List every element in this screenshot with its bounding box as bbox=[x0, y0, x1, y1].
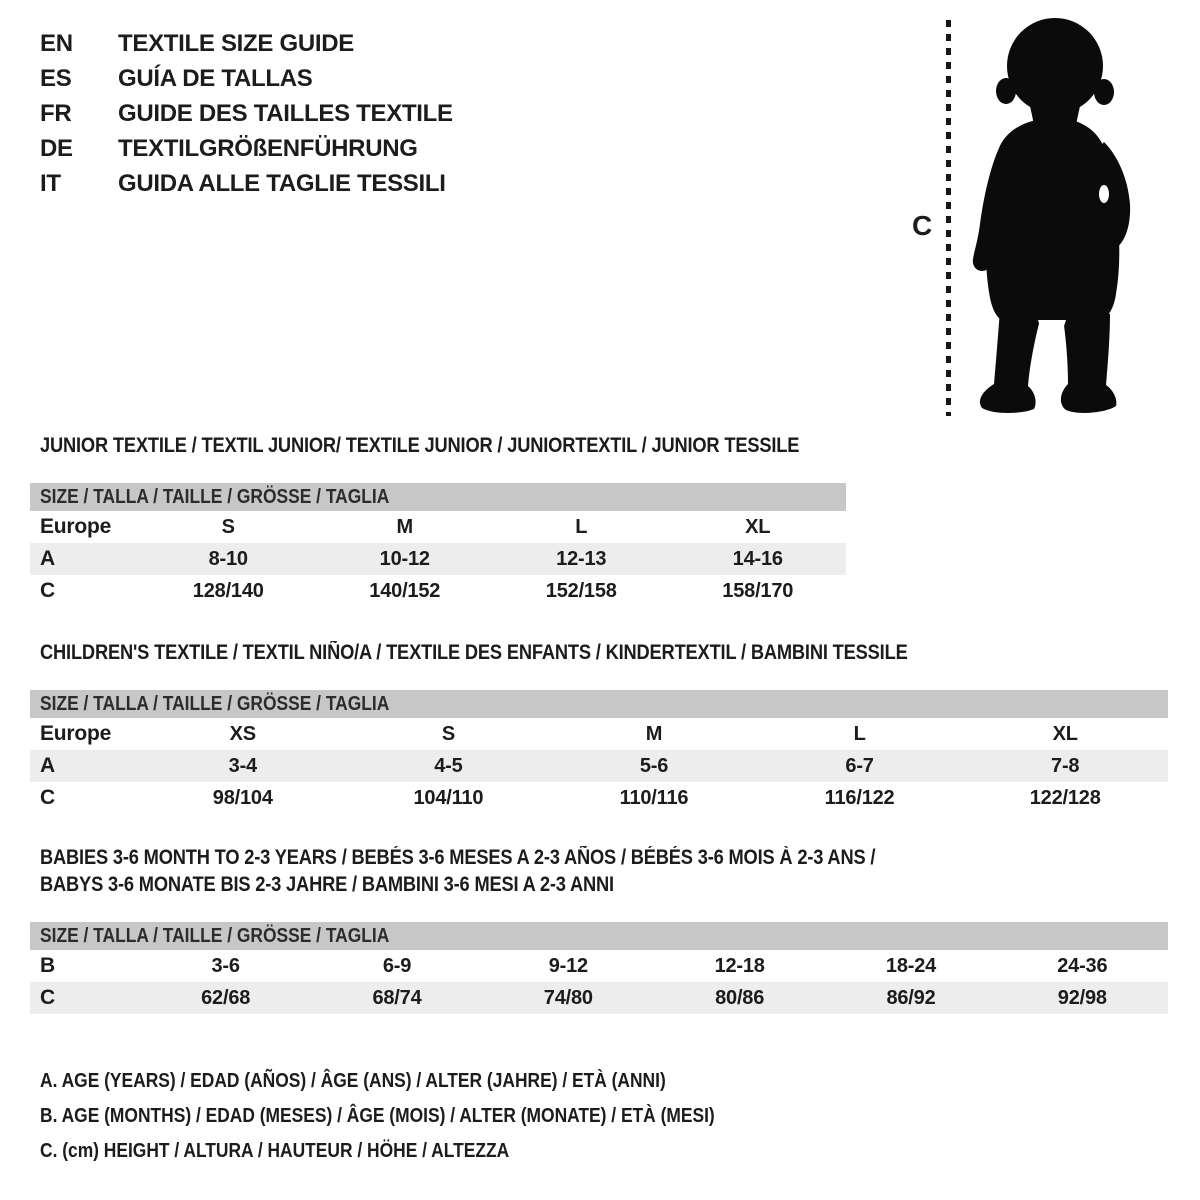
value-cell: 140/152 bbox=[369, 579, 441, 602]
table-row bbox=[30, 543, 846, 575]
value-cell: 18-24 bbox=[885, 954, 937, 977]
value-cell: 10-12 bbox=[379, 547, 430, 570]
value-cell: 6-7 bbox=[845, 754, 874, 777]
value-cell: L bbox=[575, 515, 588, 538]
table-header-bar: SIZE / TALLA / TAILLE / GRÖSSE / TAGLIA bbox=[30, 483, 846, 511]
table-row bbox=[30, 511, 846, 543]
value-cell: 4-5 bbox=[434, 754, 463, 777]
language-list bbox=[40, 26, 453, 201]
table-row bbox=[30, 982, 1168, 1014]
row-label-cell: C bbox=[40, 786, 55, 809]
height-measure-label: C bbox=[912, 210, 933, 241]
value-cell: 9-12 bbox=[548, 954, 588, 977]
legend bbox=[40, 1064, 816, 1169]
value-cell: 98/104 bbox=[212, 786, 273, 809]
value-cell: 24-36 bbox=[1057, 954, 1108, 977]
row-label-cell: A bbox=[40, 547, 55, 570]
language-label: GUÍA DE TALLAS bbox=[118, 65, 313, 92]
value-cell: 128/140 bbox=[192, 579, 264, 602]
value-cell: 7-8 bbox=[1051, 754, 1080, 777]
value-cell: 110/116 bbox=[619, 786, 689, 809]
language-label: GUIDA ALLE TAGLIE TESSILI bbox=[118, 170, 446, 197]
value-cell: M bbox=[396, 515, 413, 538]
toddler-silhouette-icon bbox=[958, 14, 1148, 419]
value-cell: L bbox=[853, 722, 866, 745]
size-table bbox=[30, 950, 1168, 1014]
language-label: TEXTILGRÖßENFÜHRUNG bbox=[118, 135, 418, 162]
row-label-cell: Europe bbox=[40, 722, 112, 745]
value-cell: XL bbox=[745, 515, 771, 538]
value-cell: 122/128 bbox=[1029, 786, 1101, 809]
value-cell: 92/98 bbox=[1057, 986, 1107, 1009]
value-cell: 152/158 bbox=[545, 579, 617, 602]
value-cell: 5-6 bbox=[639, 754, 669, 777]
table-row bbox=[30, 782, 1168, 814]
section-title: BABIES 3-6 MONTH TO 2-3 YEARS / BEBÉS 3-6 MESES A 2-3 AÑOS / BÉBÉS 3-6 MOIS À 2-3 ANS / BABYS 3-6 MONATE BIS 2-3 JAHRE / BAMBINI 3-6 MESI A 2-3 ANNI bbox=[40, 846, 876, 896]
value-cell: 14-16 bbox=[732, 547, 783, 570]
size-section-babies bbox=[30, 838, 1168, 1014]
value-cell: XS bbox=[229, 722, 256, 745]
value-cell: S bbox=[221, 515, 235, 538]
value-cell: 6-9 bbox=[382, 954, 412, 977]
value-cell: 68/74 bbox=[372, 986, 422, 1009]
language-code: ES bbox=[40, 65, 72, 92]
legend-line: C. (cm) HEIGHT / ALTURA / HAUTEUR / HÖHE / ALTEZZA bbox=[40, 1140, 510, 1162]
table-row bbox=[30, 718, 1168, 750]
size-table bbox=[30, 718, 1168, 814]
value-cell: S bbox=[441, 722, 455, 745]
value-cell: 3-6 bbox=[211, 954, 240, 977]
value-cell: 104/110 bbox=[413, 786, 484, 809]
value-cell: 3-4 bbox=[228, 754, 257, 777]
height-figure bbox=[900, 0, 1160, 432]
language-label: TEXTILE SIZE GUIDE bbox=[118, 30, 354, 57]
row-label-cell: C bbox=[40, 579, 55, 602]
size-table bbox=[30, 511, 846, 607]
legend-line: B. AGE (MONTHS) / EDAD (MESES) / ÂGE (MOIS) / ALTER (MONATE) / ETÀ (MESI) bbox=[40, 1105, 715, 1127]
table-header-bar: SIZE / TALLA / TAILLE / GRÖSSE / TAGLIA bbox=[30, 922, 1168, 950]
value-cell: 12-13 bbox=[556, 547, 607, 570]
table-row bbox=[30, 950, 1168, 982]
size-section-children bbox=[30, 633, 1168, 814]
section-title: JUNIOR TEXTILE / TEXTIL JUNIOR/ TEXTILE JUNIOR / JUNIORTEXTIL / JUNIOR TESSILE bbox=[40, 434, 800, 457]
value-cell: 12-18 bbox=[714, 954, 765, 977]
language-label: GUIDE DES TAILLES TEXTILE bbox=[118, 100, 453, 127]
value-cell: 74/80 bbox=[543, 986, 593, 1009]
value-cell: 80/86 bbox=[715, 986, 765, 1009]
row-label-cell: A bbox=[40, 754, 55, 777]
size-section-junior bbox=[30, 426, 846, 607]
value-cell: 62/68 bbox=[201, 986, 251, 1009]
value-cell: XL bbox=[1052, 722, 1078, 745]
table-header-bar: SIZE / TALLA / TAILLE / GRÖSSE / TAGLIA bbox=[30, 690, 1168, 718]
table-row bbox=[30, 750, 1168, 782]
table-row bbox=[30, 575, 846, 607]
language-code: FR bbox=[40, 100, 72, 127]
height-measure-line bbox=[946, 20, 951, 416]
value-cell: M bbox=[645, 722, 663, 745]
value-cell: 116/122 bbox=[824, 786, 895, 809]
row-label-cell: B bbox=[40, 954, 55, 977]
language-code: DE bbox=[40, 135, 73, 162]
value-cell: 8-10 bbox=[208, 547, 248, 570]
section-title: CHILDREN'S TEXTILE / TEXTIL NIÑO/A / TEXTILE DES ENFANTS / KINDERTEXTIL / BAMBINI TESSILE bbox=[40, 641, 908, 664]
language-code: IT bbox=[40, 170, 61, 197]
legend-line: A. AGE (YEARS) / EDAD (AÑOS) / ÂGE (ANS) / ALTER (JAHRE) / ETÀ (ANNI) bbox=[40, 1070, 666, 1092]
row-label-cell: C bbox=[40, 986, 55, 1009]
language-code: EN bbox=[40, 30, 73, 57]
value-cell: 158/170 bbox=[722, 579, 794, 602]
row-label-cell: Europe bbox=[40, 515, 112, 538]
value-cell: 86/92 bbox=[886, 986, 936, 1009]
